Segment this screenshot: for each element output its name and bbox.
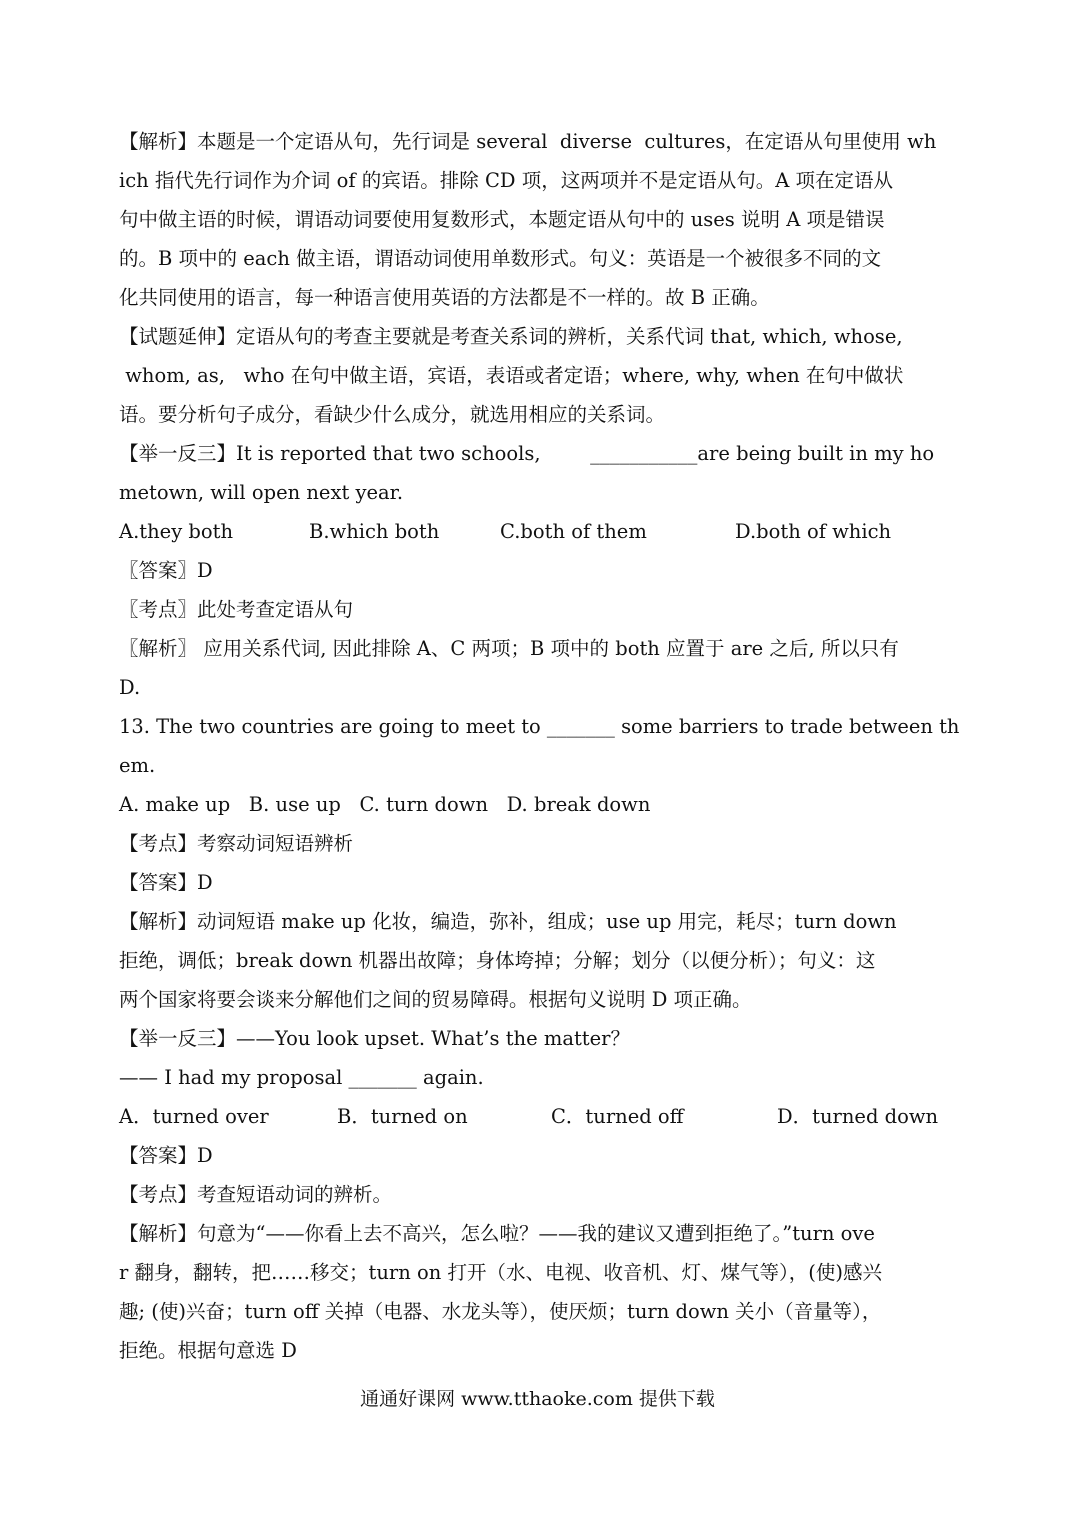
option-d: D．turned down <box>777 1105 939 1128</box>
question-13-options: A. make up B. use up C. turn down D. break down <box>119 793 651 816</box>
text-line: 〖解析〗 应用关系代词, 因此排除 A、C 两项；B 项中的 both 应置于 are 之后, 所以只有 <box>119 637 899 660</box>
text-line: 语。要分析句子成分，看缺少什么成分，就选用相应的关系词。 <box>119 403 666 426</box>
text-line: whom, as, who 在句中做主语，宾语，表语或者定语；where, why, when 在句中做状 <box>119 364 904 387</box>
text-line: 【解析】动词短语 make up 化妆，编造，弥补，组成；use up 用完，耗尽；turn down <box>119 910 897 933</box>
text-line: 【试题延伸】定语从句的考查主要就是考查关系词的辨析，关系代词 that, which, whose, <box>119 325 903 348</box>
question-13: 13. The two countries are going to meet to _______ some barriers to trade between th <box>119 715 960 738</box>
option-d: D.both of which <box>735 520 892 543</box>
option-a: A．turned over <box>119 1105 269 1128</box>
text-line: 拒绝。根据句意选 D <box>119 1339 297 1362</box>
option-b: B.which both <box>309 520 440 543</box>
text-line: 化共同使用的语言，每一种语言使用英语的方法都是不一样的。故 B 正确。 <box>119 286 770 309</box>
text-line: 两个国家将要会谈来分解他们之间的贸易障碍。根据句义说明 D 项正确。 <box>119 988 752 1011</box>
text-line: 【解析】句意为“——你看上去不高兴，怎么啦？——我的建议又遭到拒绝了。”turn ove <box>119 1222 875 1245</box>
text-line: 趣; (使)兴奋；turn off 关掉（电器、水龙头等），使厌烦；turn down 关小（音量等）， <box>119 1300 882 1323</box>
text-line: r 翻身，翻转，把……移交；turn on 打开（水、电视、收音机、灯、煤气等），(使)感兴 <box>119 1261 882 1284</box>
answer-options <box>119 1105 959 1129</box>
answer-line: 【答案】D <box>119 1144 213 1167</box>
option-b: B．turned on <box>337 1105 468 1128</box>
option-c: C．turned off <box>551 1105 684 1128</box>
text-line: 的。B 项中的 each 做主语，谓语动词使用单数形式。句义：英语是一个被很多不同的文 <box>119 247 882 270</box>
text-line: em. <box>119 754 156 777</box>
text-line: 【考点】考查短语动词的辨析。 <box>119 1183 393 1206</box>
text-line: —— I had my proposal _______ again. <box>119 1066 484 1089</box>
text-line: 【解析】本题是一个定语从句，先行词是 several diverse cultures，在定语从句里使用 wh <box>119 130 937 153</box>
text-line: D. <box>119 676 141 699</box>
answer-line: 〖答案〗D <box>119 559 213 582</box>
text-line: 拒绝，调低；break down 机器出故障；身体垮掉；分解；划分（以便分析）；句义：这 <box>119 949 876 972</box>
option-a: A.they both <box>119 520 234 543</box>
text-line: 〖考点〗此处考查定语从句 <box>119 598 354 621</box>
text-line: ich 指代先行词作为介词 of 的宾语。排除 CD 项，这两项并不是定语从句。A 项在定语从 <box>119 169 894 192</box>
option-c: C.both of them <box>500 520 647 543</box>
text-line: 【举一反三】——You look upset. What’s the matter？ <box>119 1027 630 1050</box>
text-line: 句中做主语的时候，谓语动词要使用复数形式，本题定语从句中的 uses 说明 A 项是错误 <box>119 208 885 231</box>
page-footer: 通通好课网 www.tthaoke.com 提供下载 <box>360 1388 715 1410</box>
answer-line: 【答案】D <box>119 871 213 894</box>
answer-options <box>119 520 959 544</box>
text-line: 【考点】考察动词短语辨析 <box>119 832 354 855</box>
text-line: 【举一反三】It is reported that two schools, ___________are being built in my ho <box>119 442 935 465</box>
text-line: metown, will open next year. <box>119 481 404 504</box>
